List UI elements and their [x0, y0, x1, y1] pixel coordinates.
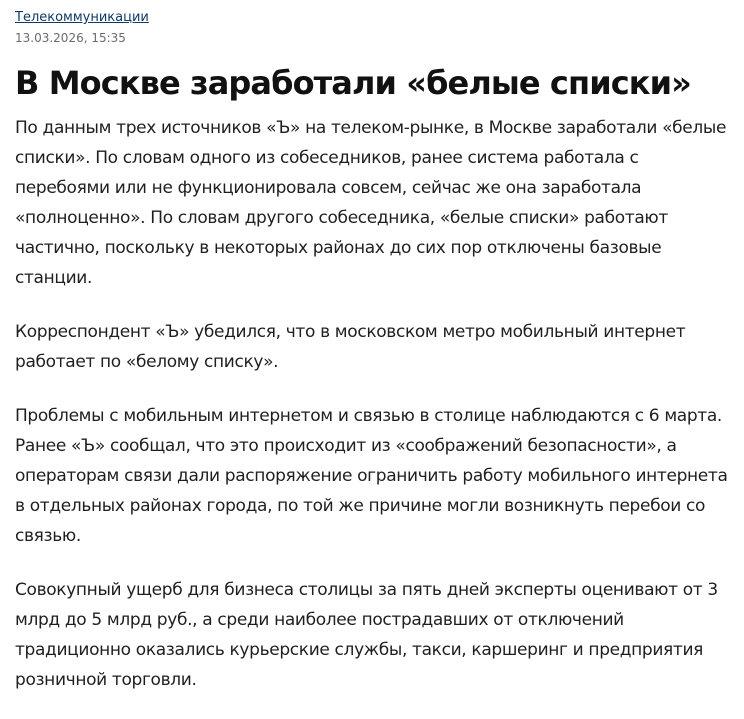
article — [15, 6, 730, 719]
paragraph-1: По данным трех источников «Ъ» на телеком-рынке, в Москве заработали «белые списки». По словам одного из собеседников, ранее система работала с перебоями или не функционировала совсем, сейчас же она заработала «полноценно». По словам другого собеседника, «белые списки» работают частично, поскольку в некоторых районах до сих пор отключены базовые станции. — [15, 118, 727, 288]
paragraph-3: Проблемы с мобильным интернетом и связью в столице наблюдаются с 6 марта. Ранее «Ъ» сообщал, что это происходит из «соображений безопасности», а операторам связи дали распоряжение ограничить работу мобильного интернета в отдельных районах города, по той же причине могли возникнуть перебои со связью. — [15, 406, 728, 546]
paragraph-2: Корреспондент «Ъ» убедился, что в московском метро мобильный интернет работает по «белому списку». — [15, 322, 686, 372]
paragraph-4: Совокупный ущерб для бизнеса столицы за пять дней эксперты оценивают от 3 млрд до 5 млрд руб., а среди наиболее пострадавших от отключений традиционно оказались курьерские службы, такси, каршеринг и предприятия розничной торговли. — [15, 580, 718, 690]
article-body — [15, 113, 730, 695]
rubric-link[interactable]: Телекоммуникации — [15, 10, 149, 25]
publish-date: 13.03.2026, 15:35 — [15, 31, 126, 45]
article-title: В Москве заработали «белые списки» — [15, 64, 691, 102]
